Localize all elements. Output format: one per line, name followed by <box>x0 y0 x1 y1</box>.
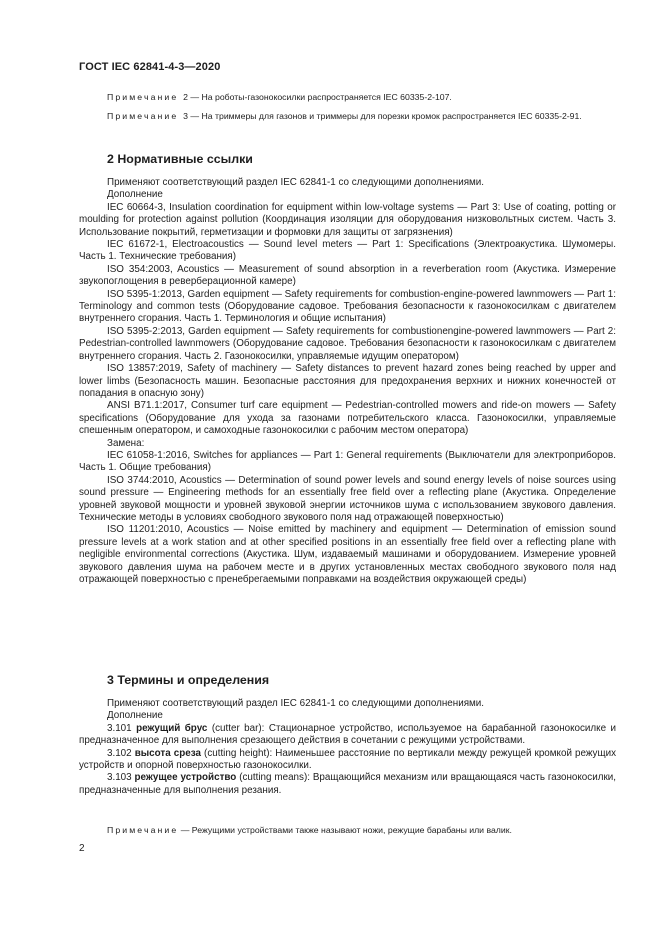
reference-item: ISO 5395-1:2013, Garden equipment — Safety requirements for combustion-engine-powered lawnmowers — Part 1: Terminology and common tests (Оборудование садовое. Требования безопасности к газонокосилкам с двигателем внутреннего сгорания. Часть 1. Терминология и общие испытания) <box>79 288 616 325</box>
reference-item: ISO 354:2003, Acoustics — Measurement of sound absorption in a reverberation room (Акустика. Измерение звукопоглощения в реверберационной камере) <box>79 263 616 288</box>
reference-item: IEC 61058-1:2016, Switches for appliances — Part 1: General requirements (Выключатели для электроприборов. Часть 1. Общие требования) <box>79 449 616 474</box>
paragraph: Замена: <box>107 437 145 449</box>
reference-item: ISO 3744:2010, Acoustics — Determination of sound power levels and sound energy levels of noise sources using sound pressure — Engineering methods for an essentially free field over a reflecting plane (Акустика. Определение уровней звуковой мощности и уровней звуковой энергии источников шума с использованием звукового давления. Технические методы в условиях свободного звукового поля над отражающей поверхностью) <box>79 474 616 523</box>
note-label: Примечание <box>107 92 179 102</box>
page-number: 2 <box>79 843 85 854</box>
paragraph: Применяют соответствующий раздел IEC 62841-1 со следующими дополнениями. <box>107 698 485 709</box>
section-3-body <box>79 698 616 797</box>
term-definition: 3.101 режущий брус (cutter bar): Стационарное устройство, используемое на барабанной газонокосилке и предназначенное для выполнения срезающего действия в сочетании с режущими устройствами. <box>79 722 616 747</box>
section-3-title: 3 Термины и определения <box>107 673 270 687</box>
note-label: Примечание <box>107 825 179 835</box>
section-2-body <box>79 177 616 586</box>
note-2: Примечание 2 — На роботы-газонокосилки распространяется IEC 60335-2-107. <box>107 92 452 102</box>
reference-item: ISO 11201:2010, Acoustics — Noise emitted by machinery and equipment — Determination of emission sound pressure levels at a work station and at other specified positions in an essentially free field over a reflecting plane with negligible environmental corrections (Акустика. Шум, издаваемый машинами и оборудованием. Измерение уровней звукового давления шума на рабочем месте и в других установленных местах свободного звукового поля над отражающей поверхностью с пренебрегаемыми поправками на воздействия окружающей среды) <box>79 524 616 585</box>
paragraph: Применяют соответствующий раздел IEC 62841-1 со следующими дополнениями. <box>107 177 485 188</box>
term-definition: 3.103 режущее устройство (cutting means): Вращающийся механизм или вращающаяся часть газонокосилки, предназначенные для выполнения резания. <box>79 772 616 796</box>
reference-item: ANSI B71.1:2017, Consumer turf care equipment — Pedestrian-controlled mowers and ride-on mowers — Safety specifications (Оборудование для ухода за газонами потребительского класса. Газонокосилки, управляемые спешенным оператором, и самоходные газонокосилки с рабочим местом оператора) <box>79 400 616 437</box>
term-name: режущий брус <box>136 722 208 734</box>
note-3: Примечание 3 — На триммеры для газонов и триммеры для порезки кромок распространяется IEC 60335-2-91. <box>107 111 582 121</box>
term-name: режущее устройство <box>134 772 237 784</box>
paragraph: Дополнение <box>107 710 163 722</box>
reference-item: IEC 61672-1, Electroacoustics — Sound level meters — Part 1: Specifications (Электроакустика. Шумомеры. Часть 1. Технические требования) <box>79 239 616 263</box>
document-header: ГОСТ IEC 62841-4-3—2020 <box>79 61 221 73</box>
term-name: высота среза <box>134 747 201 759</box>
paragraph: Дополнение <box>107 189 163 201</box>
term-definition: 3.102 высота среза (cutting height): Наименьшее расстояние по вертикали между режущей кромкой режущих устройств и опорной поверхностью газонокосилки. <box>79 747 616 772</box>
reference-item: ISO 5395-2:2013, Garden equipment — Safety requirements for combustionengine-powered lawnmowers — Part 2: Pedestrian-controlled lawnmowers (Оборудование садовое. Требования безопасности к газонокосилкам с двигателем внутреннего сгорания. Часть 2. Газонокосилки, управляемые идущим оператором) <box>79 325 616 362</box>
reference-item: ISO 13857:2019, Safety of machinery — Safety distances to prevent hazard zones being reached by upper and lower limbs (Безопасность машин. Безопасные расстояния для предохранения верхних и нижних конечностей от попадания в опасную зону) <box>79 363 616 399</box>
note-section-3: Примечание — Режущими устройствами также называют ножи, режущие барабаны или валик. <box>107 825 512 835</box>
section-2-title: 2 Нормативные ссылки <box>107 152 253 166</box>
reference-item: IEC 60664-3, Insulation coordination for equipment within low-voltage systems — Part 3: Use of coating, potting or moulding for protection against pollution (Координация изоляции для оборудования низковольтных систем. Часть 3. Использование покрытий, герметизации и формовки для защиты от загрязнения) <box>79 201 616 238</box>
note-label: Примечание <box>107 111 179 121</box>
